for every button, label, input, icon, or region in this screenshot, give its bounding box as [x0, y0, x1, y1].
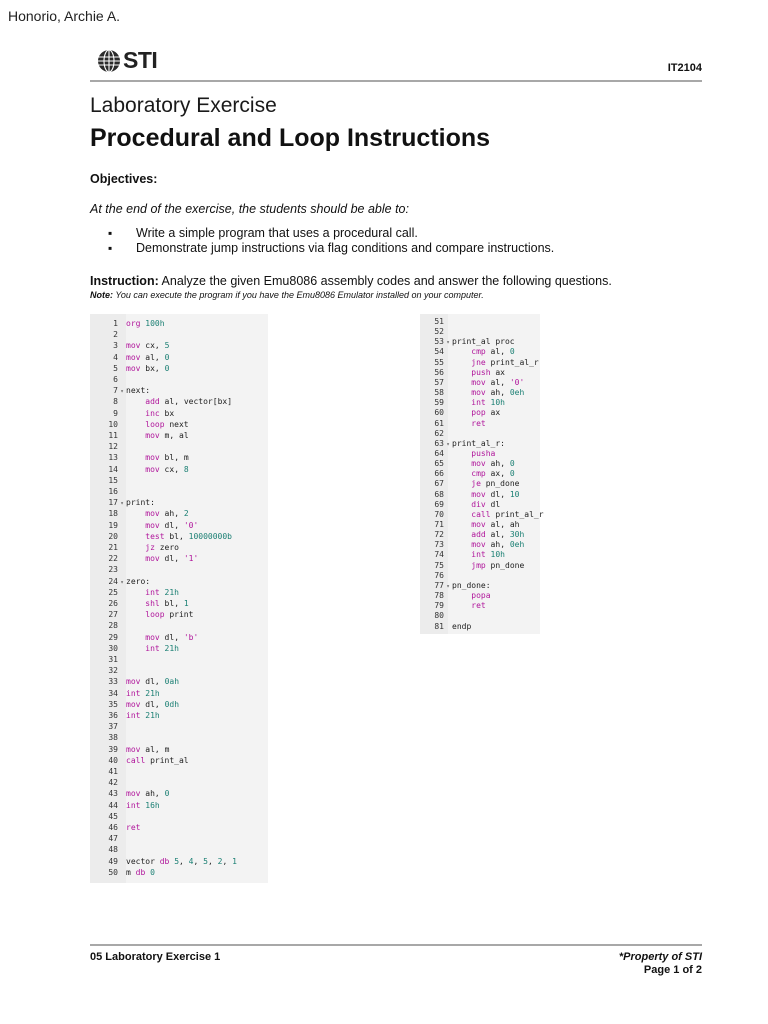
code-line — [90, 598, 189, 609]
line-number: 4 — [113, 352, 118, 362]
code-text: add al, vector[bx] — [145, 397, 233, 407]
line-number: 51 — [434, 317, 444, 326]
code-text: ret — [471, 418, 486, 428]
line-number: 43 — [108, 789, 118, 799]
code-text: print_al_r: — [452, 438, 505, 448]
line-number: 30 — [108, 643, 118, 653]
code-text: jz zero — [145, 543, 179, 552]
code-line — [90, 385, 150, 396]
code-line — [90, 867, 155, 878]
code-line — [90, 800, 160, 811]
code-text: mov dl, 0dh — [126, 699, 180, 709]
code-text: int 16h — [126, 800, 160, 810]
code-line — [90, 441, 126, 452]
code-text: mov ah, 0eh — [471, 388, 525, 398]
code-line — [90, 576, 150, 587]
code-text: pusha — [471, 448, 496, 458]
code-text: mov al, '0' — [471, 377, 525, 387]
sti-logo — [96, 47, 157, 74]
code-line — [90, 531, 232, 542]
instruction-body: Analyze the given Emu8086 assembly codes and answer the following questions. — [158, 274, 612, 288]
line-number: 39 — [108, 744, 118, 754]
code-line — [90, 822, 140, 833]
line-number: 22 — [108, 554, 118, 564]
code-text: call print_al — [126, 755, 189, 765]
code-line — [90, 766, 126, 777]
code-line — [90, 542, 179, 553]
code-line — [90, 833, 126, 844]
code-text: cmp al, 0 — [471, 347, 515, 357]
code-line — [90, 710, 160, 721]
code-text: mov dl, 0ah — [126, 677, 180, 687]
code-text: int 21h — [126, 688, 160, 698]
logo-text: STI — [123, 47, 158, 73]
line-number: 9 — [113, 408, 118, 418]
code-text: loop next — [145, 419, 189, 429]
objectives-list — [108, 226, 554, 256]
code-text: mov bl, m — [145, 453, 189, 463]
code-text: mov cx, 8 — [145, 464, 189, 474]
line-number: 6 — [113, 375, 118, 384]
line-number: 56 — [434, 367, 444, 377]
code-line — [90, 721, 126, 732]
line-number: 72 — [434, 530, 444, 540]
line-number: 37 — [108, 722, 118, 732]
code-text: mov dl, 10 — [471, 489, 520, 499]
line-number: 16 — [108, 487, 118, 496]
code-line — [90, 340, 169, 351]
line-number: 67 — [434, 479, 444, 489]
code-text: je pn_done — [471, 479, 520, 489]
line-number: 81 — [434, 621, 444, 631]
code-text: int 21h — [145, 643, 179, 653]
code-text: mov al, m — [126, 744, 170, 754]
instruction-text — [90, 274, 612, 288]
line-number: 36 — [108, 711, 118, 720]
code-text: shl bl, 1 — [145, 599, 189, 608]
line-number: 80 — [434, 611, 444, 621]
code-text: mov bx, 0 — [126, 363, 170, 373]
code-line — [90, 408, 174, 419]
line-number: 20 — [108, 531, 118, 541]
line-number: 13 — [108, 453, 118, 463]
header-divider — [90, 80, 702, 82]
line-number: 17 — [108, 498, 118, 508]
line-number: 5 — [113, 363, 118, 373]
code-text: mov dl, '1' — [145, 554, 199, 564]
code-line — [90, 564, 126, 575]
line-number: 60 — [434, 408, 444, 418]
line-number: 44 — [108, 800, 118, 810]
line-number: 25 — [108, 587, 118, 597]
code-line — [90, 788, 169, 799]
footer-title: 05 Laboratory Exercise 1 — [90, 951, 221, 963]
code-text: pn_done: — [452, 580, 491, 590]
line-number: 53 — [434, 337, 444, 347]
objectives-heading: Objectives: — [90, 172, 158, 186]
list-item: ▪ Demonstrate jump instructions via flag conditions and compare instructions. — [108, 241, 554, 256]
line-number: 76 — [434, 570, 444, 580]
code-line — [90, 620, 126, 631]
code-line — [90, 609, 193, 620]
line-number: 34 — [108, 688, 118, 698]
line-number: 14 — [108, 464, 118, 474]
fold-arrow-icon[interactable]: ▾ — [446, 582, 450, 590]
code-text: next: — [126, 386, 151, 396]
line-number: 2 — [113, 330, 118, 340]
code-line — [90, 643, 179, 654]
objectives-intro: At the end of the exercise, the students should be able to: — [90, 202, 409, 216]
line-number: 73 — [434, 540, 444, 550]
code-line — [90, 486, 126, 497]
code-line — [90, 632, 198, 643]
line-number: 65 — [434, 459, 444, 469]
student-name: Honorio, Archie A. — [8, 8, 121, 24]
line-number: 77 — [434, 580, 444, 590]
code-text: zero: — [126, 576, 151, 586]
line-number: 7 — [113, 386, 118, 396]
code-text: jne print_al_r — [471, 357, 539, 367]
line-number: 46 — [108, 823, 118, 832]
code-line — [90, 777, 126, 788]
line-number: 66 — [434, 469, 444, 479]
line-number: 29 — [108, 632, 118, 642]
footer-divider — [90, 944, 702, 946]
code-text: mov m, al — [145, 431, 189, 440]
code-text: print_al proc — [452, 337, 515, 347]
line-number: 18 — [108, 509, 118, 519]
line-number: 47 — [108, 834, 118, 844]
code-text: cmp ax, 0 — [471, 469, 515, 479]
line-number: 62 — [434, 428, 444, 438]
line-number: 78 — [434, 591, 444, 601]
code-text: jmp pn_done — [471, 560, 525, 570]
line-number: 57 — [434, 377, 444, 387]
code-line — [90, 396, 232, 407]
code-text: popa — [471, 591, 491, 601]
code-text: pop ax — [471, 408, 501, 418]
line-number: 48 — [108, 845, 118, 855]
code-text: int 10h — [471, 550, 505, 560]
code-block-left — [90, 314, 268, 883]
code-text: mov ah, 2 — [145, 509, 189, 519]
fold-arrow-icon[interactable]: ▾ — [120, 578, 124, 586]
line-number: 23 — [108, 565, 118, 575]
line-number: 79 — [434, 601, 444, 611]
note-text — [90, 290, 484, 300]
code-line — [90, 352, 169, 363]
code-line — [90, 587, 179, 598]
line-number: 70 — [434, 509, 444, 519]
code-line — [90, 508, 189, 519]
line-number: 68 — [434, 489, 444, 499]
code-text: int 21h — [145, 587, 179, 597]
code-text: m db 0 — [126, 867, 155, 877]
code-text: div dl — [471, 499, 501, 509]
code-line — [90, 475, 126, 486]
line-number: 38 — [108, 733, 118, 743]
code-line — [90, 699, 179, 710]
code-text: mov dl, 'b' — [145, 632, 199, 642]
course-code: IT2104 — [667, 62, 702, 74]
code-text: vector db 5, 4, 5, 2, 1 — [126, 856, 237, 866]
code-line — [90, 676, 179, 687]
code-text: add al, 30h — [471, 530, 525, 540]
line-number: 10 — [108, 419, 118, 429]
code-text: loop print — [145, 610, 194, 620]
lab-title: Laboratory Exercise — [90, 94, 277, 117]
code-text: ret — [471, 601, 486, 611]
line-number: 11 — [108, 431, 118, 440]
code-text: endp — [452, 621, 472, 631]
code-line — [90, 755, 189, 766]
code-line — [90, 688, 160, 699]
code-line — [90, 497, 155, 508]
line-number: 31 — [108, 655, 118, 664]
fold-arrow-icon[interactable]: ▾ — [446, 339, 450, 347]
line-number: 75 — [434, 560, 444, 570]
line-number: 41 — [108, 767, 118, 776]
line-number: 1 — [113, 319, 118, 328]
code-line — [90, 464, 189, 475]
fold-arrow-icon[interactable]: ▾ — [446, 440, 450, 448]
code-line — [90, 419, 189, 430]
line-number: 40 — [108, 755, 118, 765]
code-block-right — [420, 314, 544, 634]
line-number: 54 — [434, 347, 444, 357]
line-number: 24 — [108, 576, 118, 586]
code-text: mov ah, 0 — [126, 789, 170, 799]
code-text: mov cx, 5 — [126, 341, 170, 351]
line-number: 74 — [434, 550, 444, 560]
line-number: 3 — [113, 341, 118, 351]
code-text: test bl, 10000000b — [145, 531, 232, 541]
page-number: Page 1 of 2 — [643, 964, 702, 976]
code-text: mov al, ah — [471, 520, 520, 529]
code-text: mov ah, 0eh — [471, 540, 525, 550]
footer-property: *Property of STI — [618, 951, 702, 963]
line-number: 15 — [108, 475, 118, 485]
note-body: You can execute the program if you have the Emu8086 Emulator installed on your computer. — [113, 290, 484, 300]
line-number: 55 — [434, 357, 444, 367]
code-text: inc bx — [145, 408, 175, 418]
line-number: 12 — [108, 442, 118, 452]
page-title: Procedural and Loop Instructions — [90, 124, 491, 152]
code-line — [90, 318, 165, 329]
code-line — [90, 654, 126, 665]
code-text: print: — [126, 498, 155, 508]
code-line — [90, 374, 126, 385]
line-number: 33 — [108, 677, 118, 687]
code-text: mov dl, '0' — [145, 520, 199, 530]
fold-arrow-icon[interactable]: ▾ — [120, 500, 124, 508]
code-line — [90, 430, 189, 441]
globe-icon — [96, 48, 122, 74]
line-number: 28 — [108, 621, 118, 631]
line-number: 19 — [108, 520, 118, 530]
code-text: mov ah, 0 — [471, 459, 515, 469]
code-text: ret — [126, 823, 141, 832]
line-number: 42 — [108, 778, 118, 788]
code-line — [90, 844, 126, 855]
line-number: 64 — [434, 448, 444, 458]
code-line — [90, 363, 169, 374]
code-text: push ax — [471, 367, 505, 377]
line-number: 50 — [108, 867, 118, 877]
code-text: int 21h — [126, 711, 160, 720]
line-number: 26 — [108, 599, 118, 608]
code-line — [420, 621, 471, 632]
code-text: call print_al_r — [471, 509, 544, 519]
code-line — [90, 329, 126, 340]
line-number: 71 — [434, 520, 444, 529]
line-number: 8 — [113, 397, 118, 407]
list-item: ▪ Write a simple program that uses a procedural call. — [108, 226, 554, 241]
code-line — [90, 811, 126, 822]
line-number: 63 — [434, 438, 444, 448]
fold-arrow-icon[interactable]: ▾ — [120, 388, 124, 396]
code-line — [90, 665, 126, 676]
instruction-label: Instruction: — [90, 274, 159, 288]
code-line — [90, 452, 189, 463]
line-number: 32 — [108, 666, 118, 676]
line-number: 58 — [434, 388, 444, 398]
line-number: 49 — [108, 856, 118, 866]
line-number: 21 — [108, 543, 118, 552]
note-label: Note: — [90, 290, 113, 300]
code-text: int 10h — [471, 398, 505, 408]
line-number: 59 — [434, 398, 444, 408]
code-text: org 100h — [126, 319, 165, 328]
code-line — [90, 732, 126, 743]
code-line — [90, 856, 237, 867]
line-number: 35 — [108, 699, 118, 709]
code-line — [90, 553, 198, 564]
code-line — [90, 520, 198, 531]
line-number: 52 — [434, 327, 444, 337]
line-number: 45 — [108, 811, 118, 821]
line-number: 27 — [108, 610, 118, 620]
line-number: 61 — [434, 418, 444, 428]
code-line — [90, 744, 169, 755]
line-number: 69 — [434, 499, 444, 509]
code-text: mov al, 0 — [126, 352, 170, 362]
